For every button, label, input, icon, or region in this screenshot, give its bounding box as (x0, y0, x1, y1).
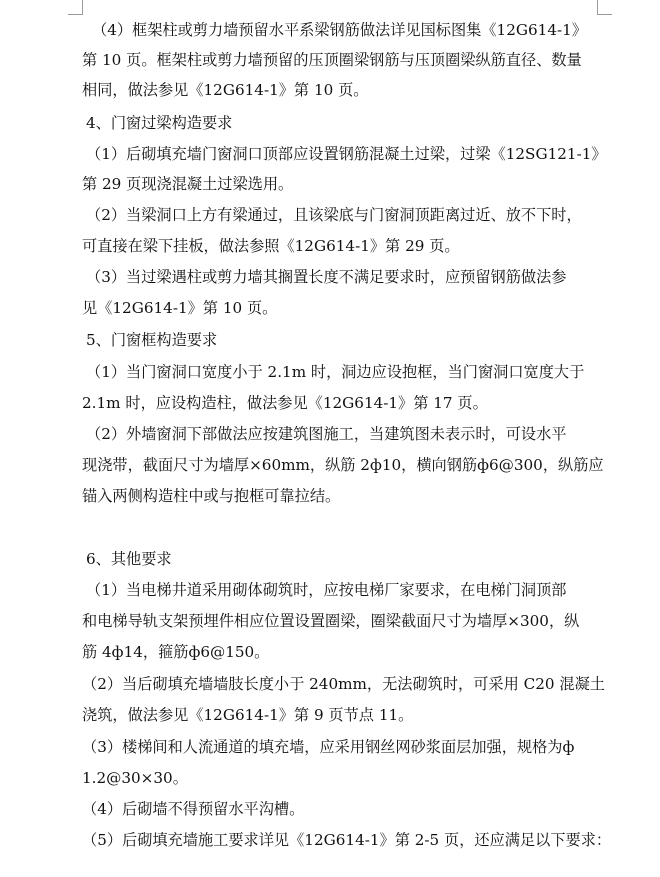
text-line: 见《12G614-1》第 10 页。 (82, 299, 278, 317)
text-line: （3）当过梁遇柱或剪力墙其搁置长度不满足要求时，应预留钢筋做法参 (86, 268, 567, 286)
text-line: （1）当电梯井道采用砌体砌筑时，应按电梯厂家要求，在电梯门洞顶部 (86, 581, 567, 599)
text-line: 浇筑，做法参见《12G614-1》第 9 页节点 11。 (82, 706, 414, 724)
text-line: （4）后砌墙不得预留水平沟槽。 (82, 800, 305, 818)
text-line: （5）后砌填充墙施工要求详见《12G614-1》第 2-5 页，还应满足以下要求： (82, 831, 612, 849)
section-heading: 6、其他要求 (86, 550, 172, 568)
text-line: （2）当后砌填充墙墙肢长度小于 240mm，无法砌筑时，可采用 C20 混凝土 (82, 675, 605, 693)
text-line: （2）外墙窗洞下部做法应按建筑图施工，当建筑图未表示时，可设水平 (86, 425, 567, 443)
text-line: 1.2@30×30。 (82, 769, 188, 787)
text-line: 2.1m 时，应设构造柱，做法参见《12G614-1》第 17 页。 (82, 394, 488, 412)
text-line: 筋 4ф14，箍筋ф6@150。 (82, 643, 270, 661)
section-heading: 5、门窗框构造要求 (86, 331, 218, 349)
text-line: （1）后砌填充墙门窗洞口顶部应设置钢筋混凝土过梁，过梁《12SG121-1》 (86, 145, 607, 163)
text-line: 第 29 页现浇混凝土过梁选用。 (82, 175, 294, 193)
text-line: 和电梯导轨支架预埋件相应位置设置圈梁，圈梁截面尺寸为墙厚×300，纵 (82, 612, 580, 630)
text-line: 相同，做法参见《12G614-1》第 10 页。 (82, 81, 369, 99)
text-line: 现浇带，截面尺寸为墙厚×60mm，纵筋 2ф10，横向钢筋ф6@300，纵筋应 (82, 456, 604, 474)
page-corner-mark-left (68, 0, 83, 15)
text-line: （3）楼梯间和人流通道的填充墙，应采用钢丝网砂浆面层加强，规格为ф (82, 738, 575, 756)
text-line: 锚入两侧构造柱中或与抱框可靠拉结。 (82, 487, 341, 505)
text-line: 可直接在梁下挂板，做法参照《12G614-1》第 29 页。 (82, 237, 460, 255)
section-heading: 4、门窗过梁构造要求 (86, 114, 233, 132)
text-line: （4）框架柱或剪力墙预留水平系梁钢筋做法详见国标图集《12G614-1》 (92, 21, 587, 39)
text-line: （2）当梁洞口上方有梁通过，且该梁底与门窗洞顶距离过近、放不下时， (86, 206, 582, 224)
page-corner-mark-right (597, 0, 612, 15)
text-line: （1）当门窗洞口宽度小于 2.1m 时，洞边应设抱框，当门窗洞口宽度大于 (86, 363, 585, 381)
text-line: 第 10 页。框架柱或剪力墙预留的压顶圈梁钢筋与压顶圈梁纵筋直径、数量 (82, 51, 582, 69)
